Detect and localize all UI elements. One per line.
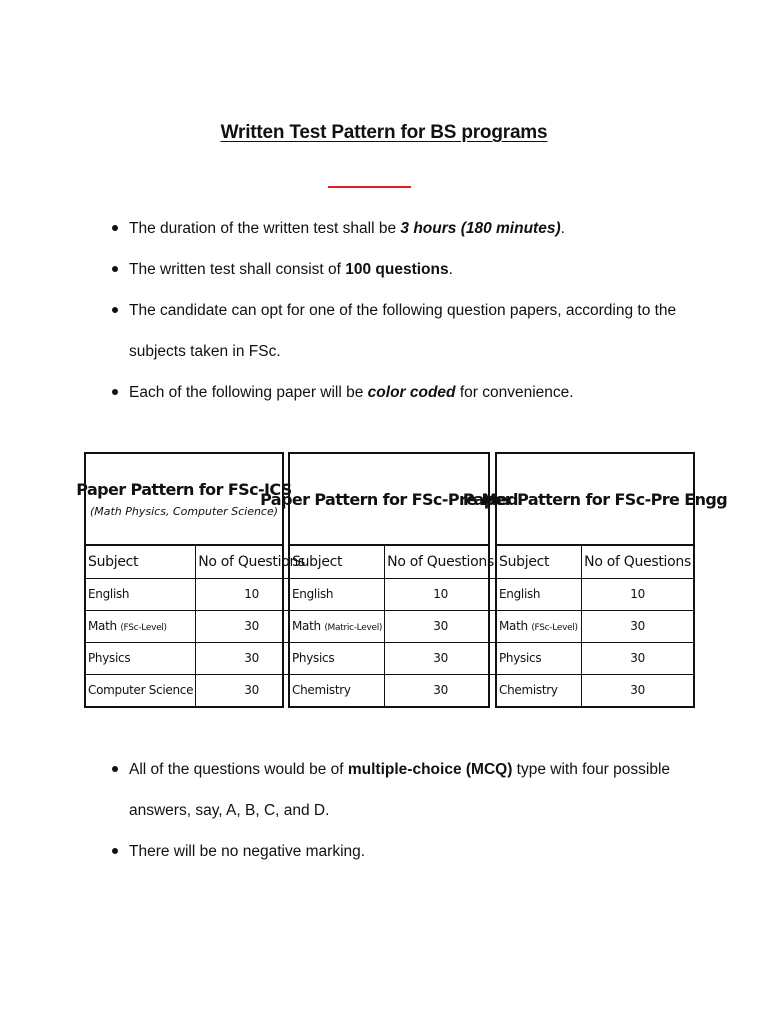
table-header-row: [86, 546, 307, 578]
subject-name: Math: [88, 619, 121, 633]
column-header-subject: Subject: [499, 553, 550, 570]
bullet-text: The candidate can opt for one of the following question papers, according to the subjects taken in FSc.: [129, 302, 677, 360]
paper-pattern-table-ics: [76, 452, 306, 708]
text-segment: The written test shall consist of: [129, 261, 346, 278]
subject-name: Physics: [292, 651, 335, 665]
table-header: [260, 454, 518, 546]
table-row: [290, 642, 496, 674]
subject-name: Chemistry: [499, 683, 558, 698]
table-row: [86, 674, 307, 706]
subject-cell: [290, 578, 385, 610]
bullet-color-coded: [110, 372, 680, 413]
bullet-paper-options: [110, 290, 680, 372]
table-row: [86, 610, 307, 642]
questions-cell: 10: [385, 578, 496, 610]
bullet-icon: [112, 848, 118, 854]
strong-text: multiple-choice (MCQ): [347, 761, 513, 778]
bullet-icon: [112, 307, 118, 313]
column-header-questions: No of Questions: [196, 546, 307, 578]
text-segment: All of the questions would be of: [129, 761, 348, 778]
table-header: [76, 454, 292, 546]
table-heading: Paper Pattern for FSc-Pre Engg: [462, 489, 728, 509]
bullet-question-count: [110, 249, 680, 290]
subject-note: (FSc-Level): [120, 623, 167, 633]
bullet-negative-marking: [110, 831, 680, 872]
table-header-row: [497, 546, 693, 578]
subject-cell: [497, 642, 582, 674]
table-row: [290, 674, 496, 706]
subject-cell: [290, 642, 385, 674]
emphasis-text: color coded: [367, 384, 456, 401]
subject-name: English: [292, 587, 334, 601]
table-row: [86, 642, 307, 674]
page-title: [0, 122, 768, 144]
table-header-row: [290, 546, 496, 578]
questions-cell: 30: [385, 674, 496, 706]
strong-text: 100 questions: [345, 261, 449, 278]
table-row: [497, 642, 693, 674]
subject-name: Physics: [88, 651, 131, 665]
questions-cell: 30: [385, 610, 496, 642]
table-row: [290, 578, 496, 610]
questions-cell: 30: [196, 642, 307, 674]
table-header: [462, 454, 728, 546]
table-row: [497, 674, 693, 706]
bullet-duration: [110, 208, 680, 249]
questions-cell: 10: [582, 578, 693, 610]
bullet-text: [129, 208, 680, 249]
subject-cell: [86, 610, 196, 642]
text-segment: type with four possible answers, say, A, B, C, and D.: [129, 761, 671, 819]
bullet-text: [129, 249, 680, 290]
emphasis-text: 3 hours (180 minutes): [400, 220, 561, 237]
subject-cell: [497, 674, 582, 706]
questions-cell: 30: [582, 610, 693, 642]
bullet-text: There will be no negative marking.: [129, 843, 366, 860]
column-header-questions: No of Questions: [385, 546, 496, 578]
page-title-text: Written Test Pattern for BS programs: [220, 122, 548, 143]
subject-name: Physics: [499, 651, 542, 665]
subject-name: English: [88, 587, 130, 601]
subject-name: Math: [499, 619, 532, 633]
subject-name: Math: [292, 619, 325, 633]
table-heading: Paper Pattern for FSc-ICS: [76, 480, 292, 499]
table-row: [290, 610, 496, 642]
subject-name: Chemistry: [292, 683, 351, 698]
bullet-icon: [112, 389, 118, 395]
subject-note: (FSc-Level): [531, 623, 578, 633]
questions-cell: 30: [582, 674, 693, 706]
column-header-questions: No of Questions: [582, 546, 693, 578]
column-header-subject: Subject: [88, 553, 139, 570]
subject-table: [497, 546, 693, 706]
bullet-icon: [112, 266, 118, 272]
subject-note: (Matric-Level): [324, 623, 383, 633]
text-segment: .: [448, 261, 453, 278]
column-header-subject: Subject: [292, 553, 343, 570]
subject-cell: [497, 610, 582, 642]
subject-cell: [86, 578, 196, 610]
paper-pattern-table-pre-engg: [462, 452, 728, 708]
bullet-text: [129, 372, 680, 413]
subject-cell: [290, 610, 385, 642]
questions-cell: 30: [196, 674, 307, 706]
table-row: [497, 610, 693, 642]
subject-table: [290, 546, 496, 706]
subject-cell: [86, 674, 196, 706]
text-segment: .: [560, 220, 565, 237]
table-subheading: (Math Physics, Computer Science): [89, 505, 279, 518]
table-row: [86, 578, 307, 610]
subject-name: Computer Science: [88, 683, 194, 698]
questions-cell: 10: [196, 578, 307, 610]
questions-cell: 30: [385, 642, 496, 674]
subject-cell: [497, 578, 582, 610]
subject-table: [86, 546, 307, 706]
text-segment: Each of the following paper will be: [129, 384, 368, 401]
red-divider-line: [328, 186, 411, 188]
text-segment: The duration of the written test shall be: [129, 220, 401, 237]
subject-cell: [290, 674, 385, 706]
bullet-icon: [112, 225, 118, 231]
questions-cell: 30: [582, 642, 693, 674]
paper-pattern-table-pre-med: [260, 452, 518, 708]
questions-cell: 30: [196, 610, 307, 642]
table-heading: Paper Pattern for FSc-Pre Med: [260, 489, 518, 509]
bullet-text: [129, 749, 680, 831]
bullet-mcq: [110, 749, 680, 831]
subject-cell: [86, 642, 196, 674]
subject-name: English: [499, 587, 541, 601]
text-segment: for convenience.: [455, 384, 574, 401]
bullet-icon: [112, 766, 118, 772]
table-row: [497, 578, 693, 610]
